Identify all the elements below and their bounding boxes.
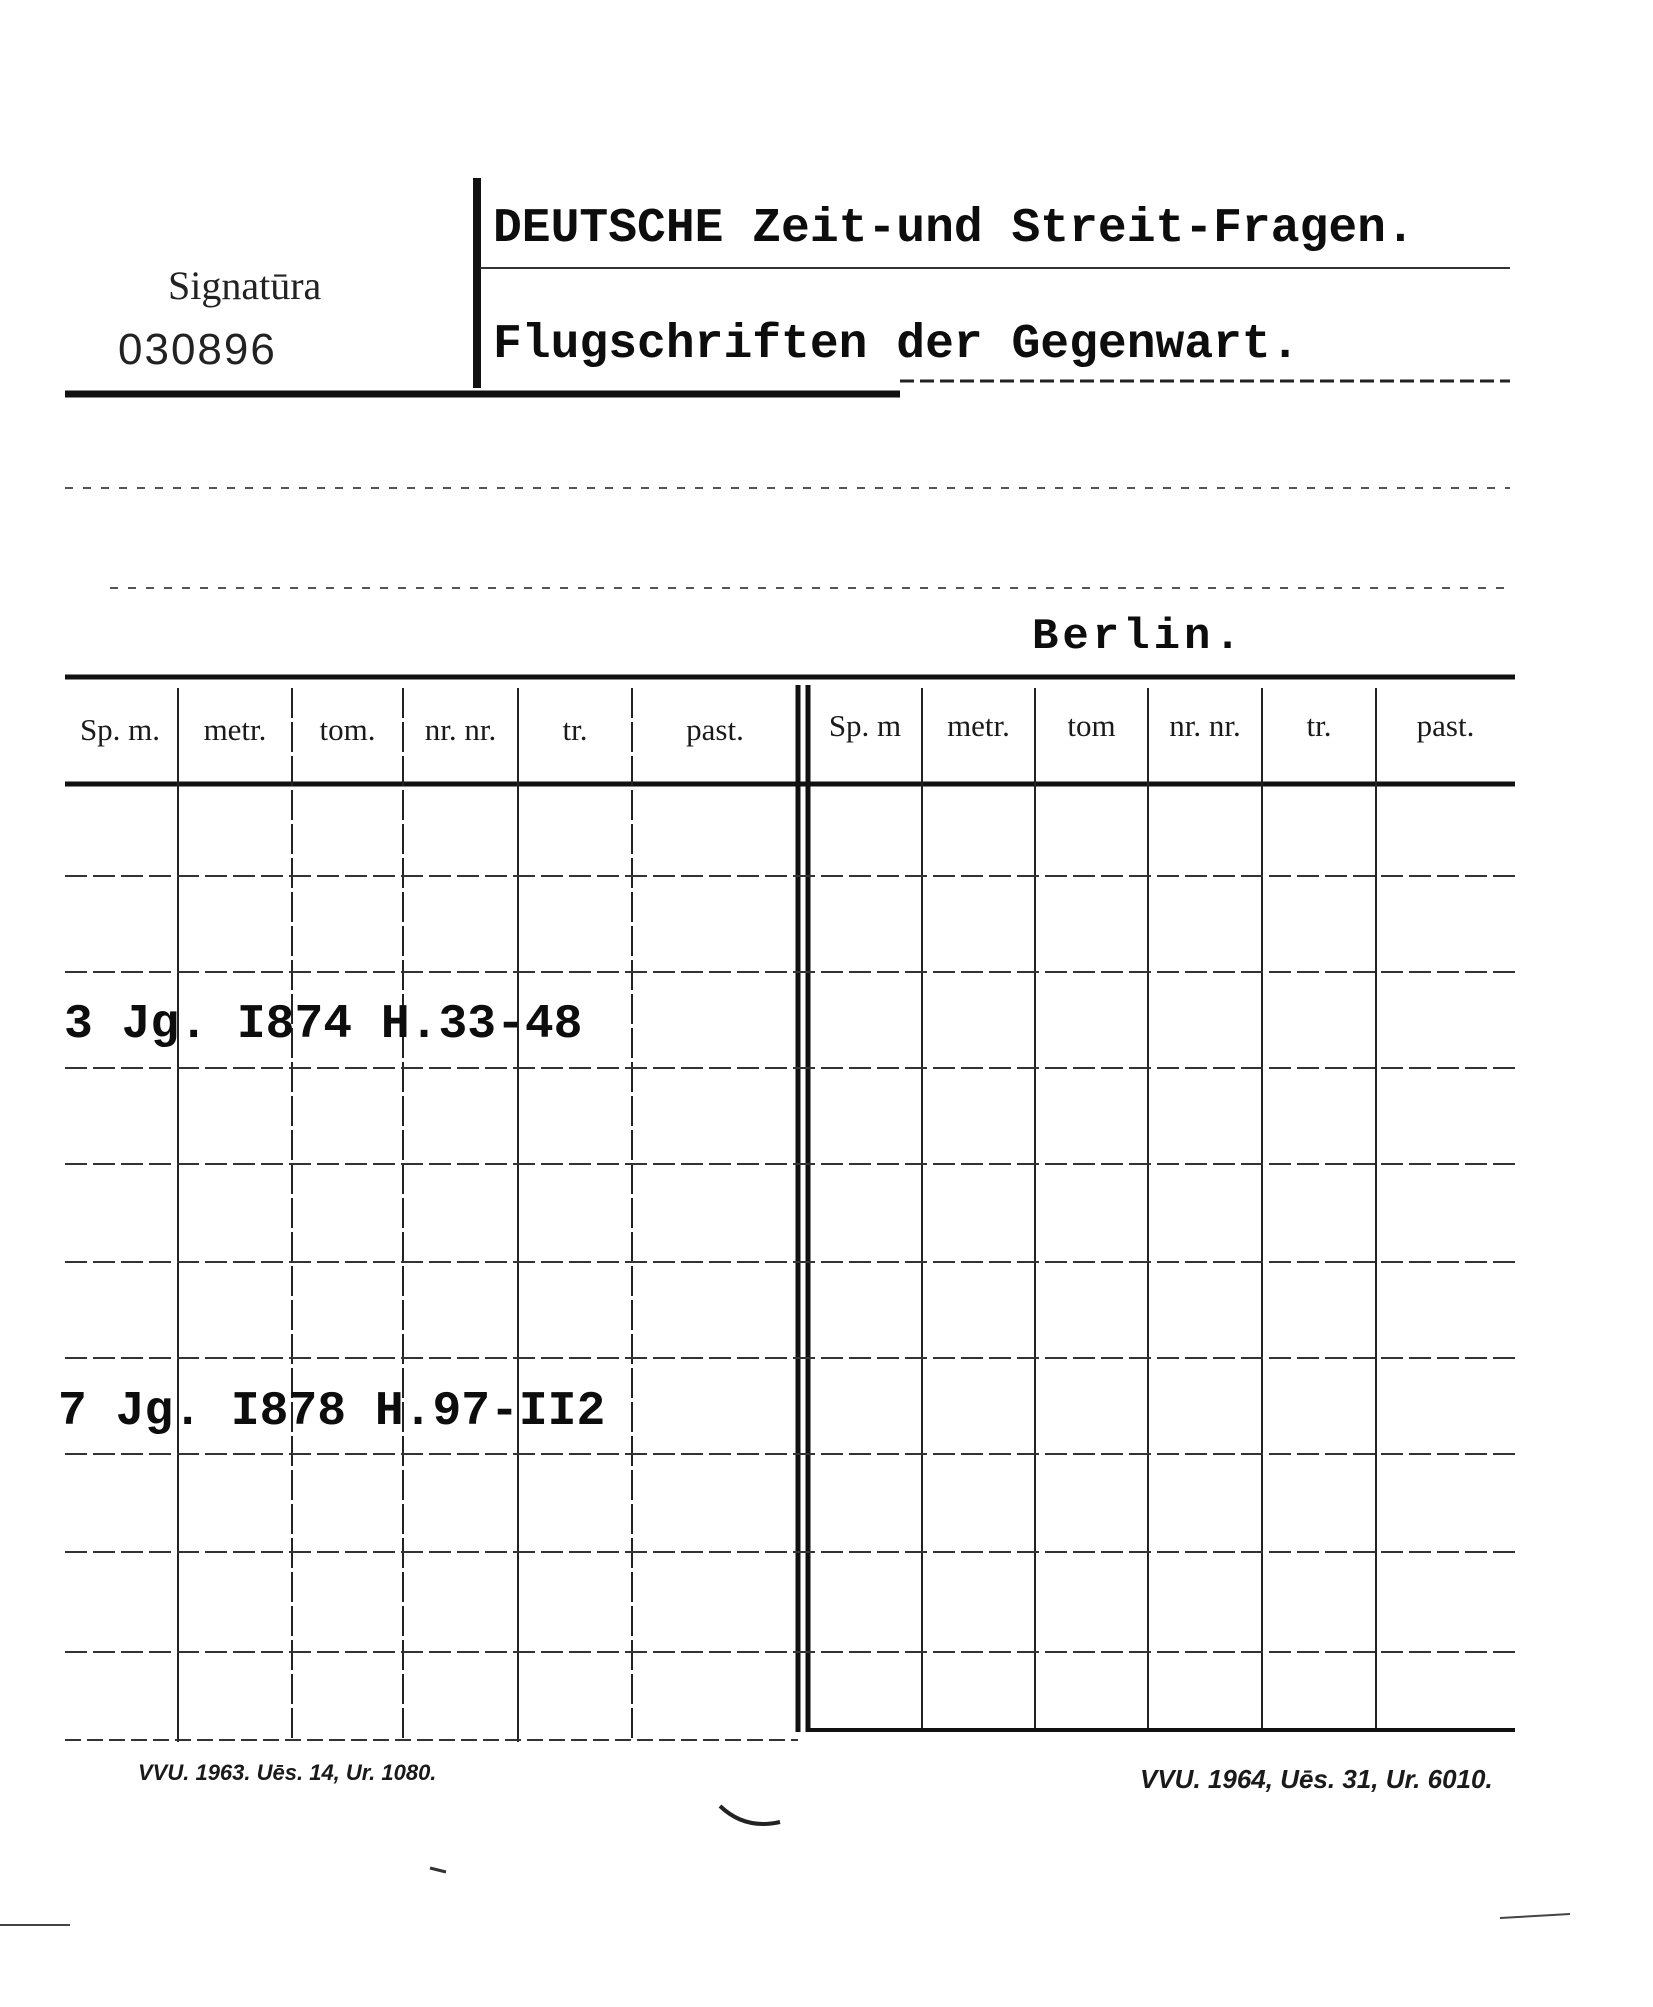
col-header-past-left: past. — [686, 712, 744, 747]
col-header-sp-m-right: Sp. m — [828, 708, 902, 743]
col-header-tom-right: tom — [1067, 708, 1116, 743]
col-header-nr-nr-left: nr. nr. — [424, 712, 497, 747]
place-of-publication: Berlin. — [1032, 612, 1245, 662]
col-header-metr-left: metr. — [203, 712, 267, 747]
title-main: DEUTSCHE Zeit-und Streit-Fragen. — [493, 202, 1415, 256]
col-header-tom-left: tom. — [319, 712, 376, 747]
holding-entry: 3 Jg. I874 H.33-48 — [64, 998, 583, 1052]
col-header-tr-right: tr. — [1306, 708, 1332, 743]
col-header-past-right: past. — [1416, 708, 1475, 743]
holding-entry: 7 Jg. I878 H.97-II2 — [58, 1385, 606, 1439]
col-header-tr-left: tr. — [562, 712, 588, 747]
col-header-nr-nr-right: nr. nr. — [1169, 708, 1241, 743]
signatura-number: 030896 — [118, 325, 277, 374]
title-subtitle: Flugschriften der Gegenwart. — [493, 318, 1300, 372]
col-header-metr-right: metr. — [947, 708, 1010, 743]
col-header-sp-m-left: Sp. m. — [79, 712, 161, 747]
handwritten-note-left: VVU. 1963. Uēs. 14, Ur. 1080. — [138, 1760, 437, 1785]
signatura-label: Signatūra — [168, 263, 322, 308]
handwritten-note-right: VVU. 1964, Uēs. 31, Ur. 6010. — [1140, 1764, 1493, 1794]
